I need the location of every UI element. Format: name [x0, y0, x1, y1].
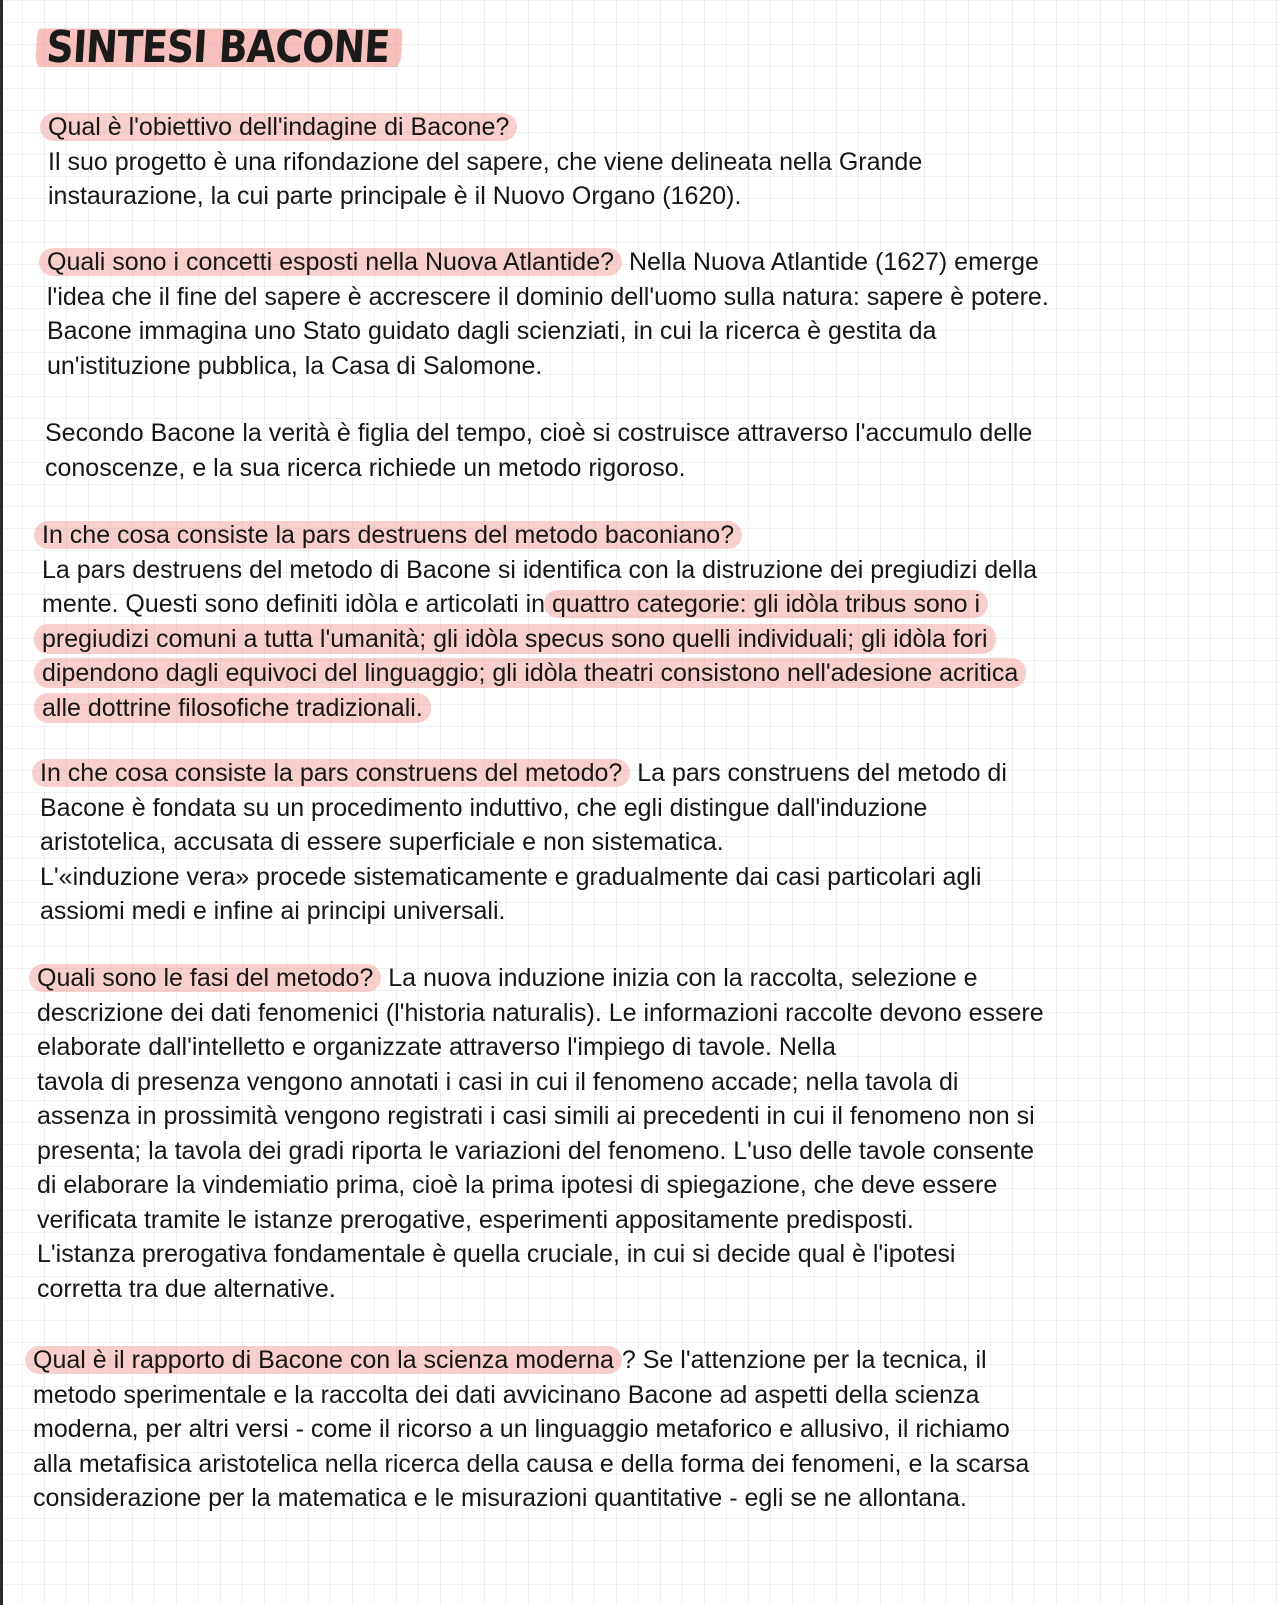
section-nuova-atlantide: [47, 245, 1227, 383]
text-highlight: quattro categorie: gli idòla tribus sono i: [544, 590, 988, 618]
text-highlight: dipendono dagli equivoci del linguaggio; gli idòla theatri consistono nell'adesione acritica: [34, 658, 1026, 688]
text-line: presenta; la tavola dei gradi riporta le variazioni del fenomeno. L'uso delle tavole consente: [37, 1136, 1035, 1165]
text-line: assiomi medi e infine ai principi universali.: [40, 897, 506, 925]
text-line: aristotelica, accusata di essere superficiale e non sistematica.: [40, 828, 724, 856]
question-highlight: Qual è il rapporto di Bacone con la scienza moderna: [25, 1346, 622, 1374]
section-verita: [45, 416, 1225, 485]
text-inline: mente. Questi sono definiti idòla e articolati in: [42, 590, 552, 618]
text-line: di elaborare la vindemiatio prima, cioè la prima ipotesi di spiegazione, che deve essere: [37, 1171, 998, 1199]
question-highlight: Quali sono i concetti esposti nella Nuova Atlantide?: [39, 248, 622, 276]
question-highlight: Qual è l'obiettivo dell'indagine di Bacone?: [40, 113, 517, 141]
text-line: elaborate dall'intelletto e organizzate attraverso l'impiego di tavole. Nella: [37, 1033, 836, 1061]
text-line: descrizione dei dati fenomenici (l'historia naturalis). Le informazioni raccolte devono essere: [37, 998, 1044, 1027]
section-fasi-metodo: [37, 961, 1217, 1306]
text-inline: La nuova induzione inizia con la raccolta, selezione e: [381, 964, 978, 992]
text-line: Bacone è fondata su un procedimento induttivo, che egli distingue dall'induzione: [40, 793, 928, 822]
question-highlight: Quali sono le fasi del metodo?: [29, 964, 381, 992]
section-scienza-moderna: [33, 1343, 1213, 1516]
question-highlight: In che cosa consiste la pars construens del metodo?: [32, 759, 630, 787]
text-line: corretta tra due alternative.: [37, 1274, 336, 1303]
text-line: metodo sperimentale e la raccolta dei dati avvicinano Bacone ad aspetti della scienza: [33, 1380, 980, 1409]
text-line: L'istanza prerogativa fondamentale è quella cruciale, in cui si decide qual è l'ipotesi: [37, 1240, 956, 1268]
text-inline: Nella Nuova Atlantide (1627) emerge: [622, 248, 1039, 276]
section-pars-construens: [40, 756, 1220, 929]
section-pars-destruens: [42, 518, 1222, 725]
text-line: alla metafisica aristotelica nella ricerca della causa e della forma dei fenomeni, e la scarsa: [33, 1449, 1030, 1478]
text-inline: ? Se l'attenzione per la tecnica, il: [621, 1346, 987, 1374]
text-line: conoscenze, e la sua ricerca richiede un metodo rigoroso.: [45, 453, 686, 482]
text-line: L'«induzione vera» procede sistematicamente e gradualmente dai casi particolari agli: [40, 862, 982, 891]
text-line: Secondo Bacone la verità è figlia del tempo, cioè si costruisce attraverso l'accumulo delle: [45, 419, 1033, 447]
question-highlight: In che cosa consiste la pars destruens del metodo baconiano?: [34, 521, 742, 549]
text-line: Bacone immagina uno Stato guidato dagli scienziati, in cui la ricerca è gestita da: [47, 317, 937, 345]
text-line: verificata tramite le istanze prerogative, esperimenti appositamente predisposti.: [37, 1205, 914, 1234]
text-inline: La pars construens del metodo di: [630, 759, 1007, 787]
text-line: Il suo progetto è una rifondazione del sapere, che viene delineata nella Grande: [48, 147, 923, 176]
text-line: La pars destruens del metodo di Bacone si identifica con la distruzione dei pregiudizi della: [42, 555, 1038, 584]
page-title: SINTESI BACONE: [35, 18, 403, 75]
text-line: l'idea che il fine del sapere è accrescere il dominio dell'uomo sulla natura: sapere è potere.: [47, 282, 1049, 311]
text-highlight: pregiudizi comuni a tutta l'umanità; gli idòla specus sono quelli individuali; gli idòla fori: [34, 624, 996, 654]
text-highlight: alle dottrine filosofiche tradizionali.: [34, 693, 431, 723]
text-line: tavola di presenza vengono annotati i casi in cui il fenomeno accade; nella tavola di: [37, 1067, 959, 1096]
text-line: assenza in prossimità vengono registrati i casi simili ai precedenti in cui il fenomeno non si: [37, 1102, 1035, 1130]
text-line: moderna, per altri versi - come il ricorso a un linguaggio metaforico e allusivo, il richiamo: [33, 1415, 1010, 1443]
text-line: un'istituzione pubblica, la Casa di Salomone.: [47, 351, 543, 380]
section-obiettivo: [48, 110, 1228, 214]
text-line: considerazione per la matematica e le misurazioni quantitative - egli se ne allontana.: [33, 1484, 967, 1512]
text-line: instaurazione, la cui parte principale è il Nuovo Organo (1620).: [48, 182, 742, 210]
